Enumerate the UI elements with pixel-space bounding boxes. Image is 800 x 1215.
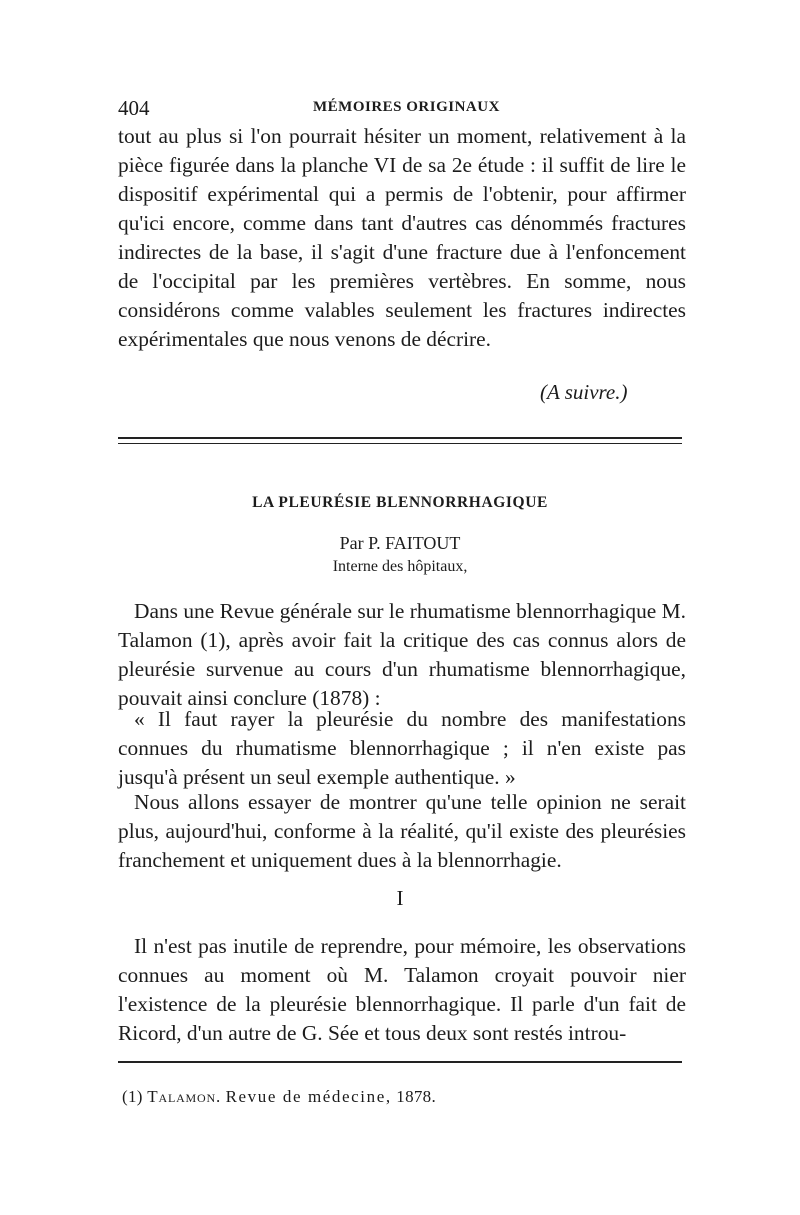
previous-article-closing-paragraph: tout au plus si l'on pourrait hésiter un moment, relativement à la pièce figurée dans la planche VI de sa 2e étude : il suffit de lire le dispositif expérimental qui a permis de l'obtenir, pour affirmer qu'ici encore, comme dans tant d'autres cas dénommés fractures indirectes de la base, il s'agit d'une fracture due à l'enfoncement de l'occipital par les premières vertèbres. En somme, nous considérons comme valables seulement les fractures indirectes expérimentales que nous venons de décrire. [118,124,686,351]
footnote-journal: Revue de médecine, [225,1087,392,1106]
footnote [122,1087,436,1107]
page-header [118,96,698,124]
section-divider-bottom [118,443,682,444]
article-title: LA PLEURÉSIE BLENNORRHAGIQUE [252,494,548,511]
section-divider-top [118,437,682,439]
footnote-marker: (1) [122,1087,143,1106]
to-be-continued-note: (A suivre.) [540,380,628,404]
article-paragraph: Dans une Revue générale sur le rhumatisme blennorrhagique M. Talamon (1), après avoir fait la critique des cas connus alors de pleurésie survenue au cours d'un rhumatisme blennorrhagique, pouvait ainsi conclure (1878) : [118,599,686,710]
footnote-author: Talamon. [147,1087,221,1106]
article-paragraph: Nous allons essayer de montrer qu'une telle opinion ne serait plus, aujourd'hui, conforme à la réalité, qu'il existe des pleurésies franchement et uniquement dues à la blennorrhagie. [118,790,686,872]
article-byline: Par P. FAITOUT [339,533,461,553]
footnote-separator [118,1061,682,1063]
section-number: I [396,886,404,910]
running-title: MÉMOIRES ORIGINAUX [313,99,500,115]
section-paragraph: Il n'est pas inutile de reprendre, pour mémoire, les observations connues au moment où M. Talamon croyait pouvoir nier l'existence de la pleurésie blennorrhagique. Il parle d'un fait de Ricord, d'un autre de G. Sée et tous deux sont restés introu- [118,934,686,1045]
footnote-year: 1878. [396,1087,437,1106]
author-affiliation: Interne des hôpitaux, [332,558,468,575]
page-number: 404 [118,96,150,120]
article-quote-paragraph: « Il faut rayer la pleurésie du nombre des manifestations connues du rhumatisme blennorrhagique ; il n'en existe pas jusqu'à présent un seul exemple authentique. » [118,707,686,789]
